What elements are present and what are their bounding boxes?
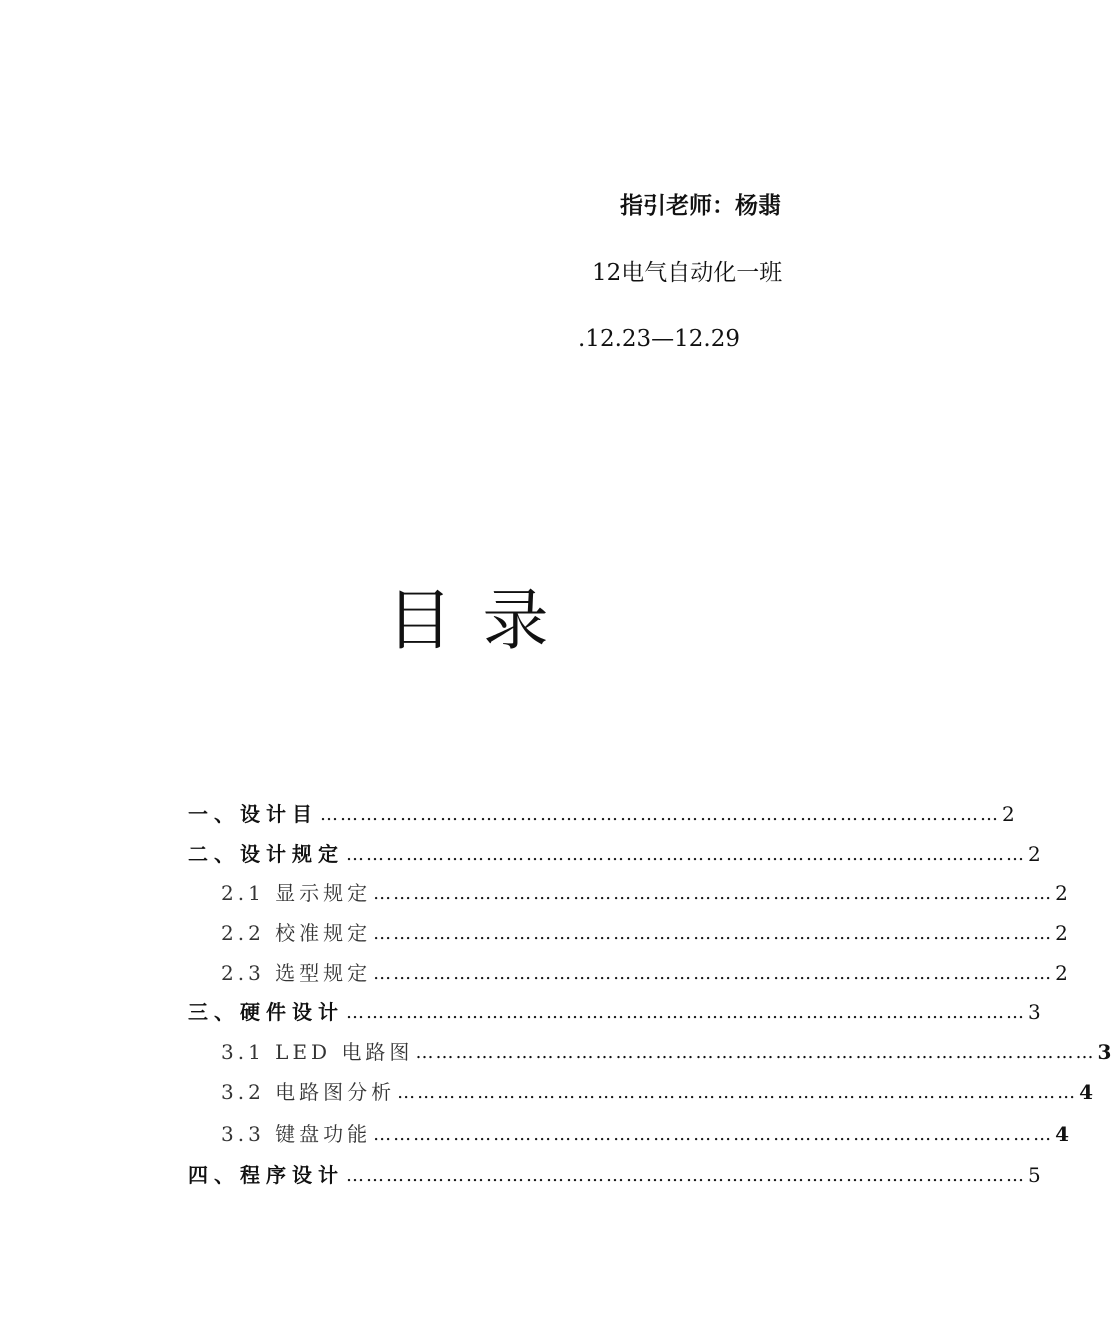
toc-page-number: 2 [1002, 802, 1015, 826]
toc-page-number: 2 [1028, 842, 1041, 866]
toc-leader: ………………………………………………………………………………………… [373, 963, 1054, 984]
advisor-line: 指引老师：杨翡 [620, 193, 781, 219]
toc-entry-label: 2.2 校准规定 [221, 921, 372, 945]
toc-entry-label: 3.2 电路图分析 [221, 1080, 396, 1104]
toc-page-number: 4 [1055, 1122, 1070, 1146]
toc-entry[interactable] [188, 992, 1041, 1024]
toc-leader: ………………………………………………………………………………………… [346, 1002, 1026, 1023]
toc-entry-label: 二、设计规定 [188, 842, 344, 866]
toc-leader: ………………………………………………………………………………………… [415, 1042, 1096, 1063]
toc-heading: 目录 [386, 582, 579, 659]
toc-leader: ………………………………………………………………………………………… [373, 883, 1054, 904]
toc-page-number: 3 [1028, 1000, 1041, 1024]
toc-entry-label: 3.1 LED 电路图 [221, 1040, 414, 1064]
toc-entry-label: 3.3 键盘功能 [221, 1122, 372, 1146]
toc-page-number: 2 [1055, 961, 1068, 985]
toc-entry[interactable] [188, 794, 1015, 826]
toc-entry-label: 四、程序设计 [188, 1163, 344, 1187]
toc-leader: ………………………………………………………………………………………… [346, 844, 1026, 865]
toc-entry[interactable] [221, 873, 1068, 905]
toc-entry[interactable] [221, 913, 1068, 945]
toc-entry[interactable] [188, 1155, 1041, 1187]
toc-entry[interactable] [221, 953, 1068, 985]
date-range-line: .12.23—12.29 [578, 326, 740, 352]
toc-page-number: 5 [1028, 1163, 1041, 1187]
toc-leader: ………………………………………………………………………………………… [397, 1082, 1078, 1103]
toc-entry[interactable] [221, 1114, 1070, 1146]
toc-entry[interactable] [188, 834, 1041, 866]
toc-page-number: 2 [1055, 921, 1068, 945]
toc-entry-label: 2.3 选型规定 [221, 961, 372, 985]
toc-leader: ………………………………………………………………………………………… [320, 804, 1000, 825]
toc-entry-label: 2.1 显示规定 [221, 881, 372, 905]
toc-leader: ………………………………………………………………………………………… [346, 1165, 1026, 1186]
toc-entry[interactable] [221, 1032, 1111, 1064]
toc-page-number: 4 [1079, 1080, 1094, 1104]
toc-leader: ………………………………………………………………………………………… [373, 923, 1054, 944]
class-line: 12电气自动化一班 [592, 260, 783, 286]
toc-leader: ………………………………………………………………………………………… [373, 1124, 1054, 1145]
toc-entry[interactable] [221, 1072, 1094, 1104]
toc-page-number: 2 [1055, 881, 1068, 905]
toc-entry-label: 三、硬件设计 [188, 1000, 344, 1024]
toc-entry-label: 一、设计目 [188, 802, 318, 826]
toc-page-number: 3 [1097, 1040, 1111, 1064]
